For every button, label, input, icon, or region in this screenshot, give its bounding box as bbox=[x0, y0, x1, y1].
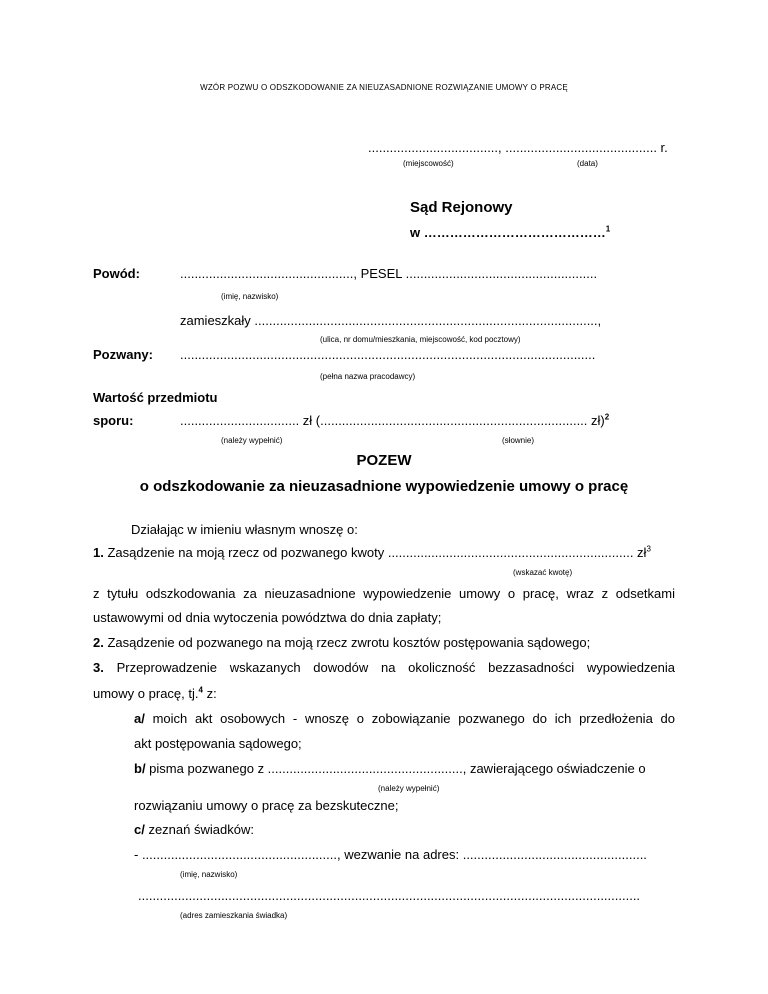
plaintiff-name-label: (imię, nazwisko) bbox=[221, 292, 279, 301]
footnote-4: 4 bbox=[198, 685, 203, 695]
item-2-text: Zasądzenie od pozwanego na moją rzecz zwrotu kosztów postępowania sądowego; bbox=[103, 635, 591, 650]
dispute-value-line bbox=[180, 413, 609, 428]
item-3-number: 3. bbox=[93, 660, 104, 675]
court-location bbox=[410, 225, 610, 240]
dispute-amount-label: (należy wypełnić) bbox=[221, 436, 283, 445]
item-3-text-b: umowy o pracę, tj. bbox=[93, 686, 199, 701]
defendant-label: Pozwany: bbox=[93, 347, 153, 362]
plaintiff-line: ................................................, PESEL ..................................................... bbox=[180, 266, 598, 281]
court-name: Sąd Rejonowy bbox=[410, 199, 513, 216]
sub-b-label: (należy wypełnić) bbox=[378, 784, 440, 793]
dispute-value-text: ................................. zł (.......................................................................... zł) bbox=[180, 413, 605, 428]
date-label: (data) bbox=[577, 159, 598, 168]
sub-a-text-a: moich akt osobowych - wnoszę o zobowiązanie pozwanego do ich przedłożenia do bbox=[144, 711, 675, 726]
item-3-line-a bbox=[93, 660, 675, 675]
item-1 bbox=[93, 545, 651, 560]
place-date-line: ...................................., .......................................... r. bbox=[368, 140, 668, 155]
item-1-continuation-a: z tytułu odszkodowania za nieuzasadnione wypowiedzenie umowy o pracę, wraz z odsetkami bbox=[93, 586, 675, 601]
item-2-number: 2. bbox=[93, 635, 104, 650]
document-subtitle: o odszkodowanie za nieuzasadnione wypowiedzenie umowy o pracę bbox=[139, 478, 629, 495]
plaintiff-label: Powód: bbox=[93, 266, 140, 281]
item-1-text: Zasądzenie na moją rzecz od pozwanego kwoty .................................................................... zł bbox=[103, 545, 647, 560]
witness-line: - ......................................................, wezwanie na adres: ................................................... bbox=[134, 847, 647, 862]
sub-b-text-b: rozwiązaniu umowy o pracę za bezskuteczne; bbox=[134, 798, 399, 813]
court-location-line: w …………………………………… bbox=[410, 225, 606, 240]
plaintiff-residence-line: zamieszkały ..............................................................................................., bbox=[180, 313, 602, 328]
defendant-name-label: (pełna nazwa pracodawcy) bbox=[320, 372, 416, 381]
intro-text: Działając w imieniu własnym wnoszę o: bbox=[131, 522, 358, 537]
document-header: WZÓR POZWU O ODSZKODOWANIE ZA NIEUZASADNIONE ROZWIĄZANIE UMOWY O PRACĘ bbox=[200, 83, 568, 92]
defendant-line: ................................................................................................................... bbox=[180, 347, 596, 362]
dispute-value-label-2: sporu: bbox=[93, 413, 134, 428]
document-title: POZEW bbox=[356, 452, 412, 469]
item-3-line-b bbox=[93, 686, 217, 701]
sub-c-text: zeznań świadków: bbox=[144, 822, 254, 837]
sub-a-text-b: akt postępowania sądowego; bbox=[134, 736, 302, 751]
dispute-value-label-1: Wartość przedmiotu bbox=[93, 390, 218, 405]
item-2 bbox=[93, 635, 590, 650]
witness-address-line: ........................................................................................................................................... bbox=[138, 888, 641, 903]
footnote-3: 3 bbox=[646, 544, 651, 554]
sub-c-line bbox=[134, 822, 254, 837]
item-1-number: 1. bbox=[93, 545, 104, 560]
sub-a-number: a/ bbox=[134, 711, 145, 726]
item-3-text-a: Przeprowadzenie wskazanych dowodów na okoliczność bezzasadności wypowiedzenia bbox=[103, 660, 675, 675]
sub-b-text-a: pisma pozwanego z ......................................................, zawierającego oświadczenie o bbox=[145, 761, 646, 776]
item-3-text-c: z: bbox=[202, 686, 217, 701]
witness-name-label: (imię, nazwisko) bbox=[180, 870, 238, 879]
witness-address-label: (adres zamieszkania świadka) bbox=[180, 911, 288, 920]
sub-b-number: b/ bbox=[134, 761, 146, 776]
sub-a-line-a bbox=[134, 711, 675, 726]
item-1-label: (wskazać kwotę) bbox=[513, 568, 573, 577]
footnote-1: 1 bbox=[605, 224, 611, 234]
dispute-words-label: (słownie) bbox=[502, 436, 535, 445]
footnote-2: 2 bbox=[604, 412, 610, 422]
plaintiff-address-label: (ulica, nr domu/mieszkania, miejscowość, kod pocztowy) bbox=[320, 335, 521, 344]
sub-c-number: c/ bbox=[134, 822, 145, 837]
place-label: (miejscowość) bbox=[403, 159, 454, 168]
sub-b-line-a bbox=[134, 761, 646, 776]
item-1-continuation-b: ustawowymi od dnia wytoczenia powództwa do dnia zapłaty; bbox=[93, 610, 442, 625]
